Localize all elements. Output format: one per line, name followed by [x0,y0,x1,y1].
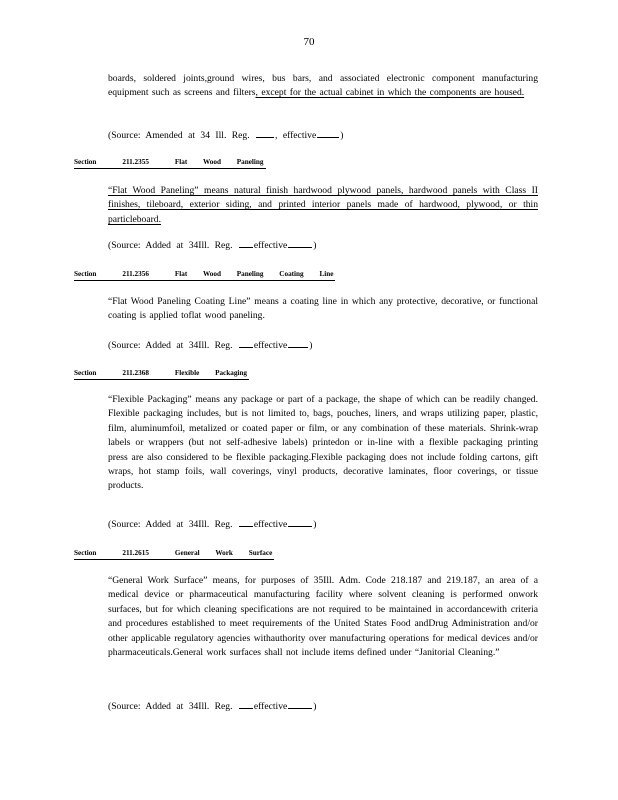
source-note-211-2355: (Source: Added at 34Ill. Reg. effective ) [108,240,317,251]
page-number: 70 [303,36,315,48]
blank-line [239,338,253,348]
intro-source-note: (Source: Amended at 34 Ill. Reg. , effective ) [108,130,344,141]
definition-flat-wood-paneling: “Flat Wood Paneling” means natural finish hardwood plywood panels, hardwood panels with Class II finishes, tileboard, exterior siding, and printed interior panels made of hardwood, plywood, or thin particleboard. [108,185,538,225]
intro-text: boards, soldered joints,ground wires, bus bars, and associated electronic component manufacturing equipment such as screens and filters [108,73,538,99]
blank-line [288,699,312,709]
blank-line [239,517,253,527]
definition-flat-wood-paneling-coating-line: “Flat Wood Paneling Coating Line” means a coating line in which any protective, decorative, or functional coating is applied toflat wood paneling. [108,296,538,322]
blank-line [239,238,253,248]
source-note-211-2368: (Source: Added at 34Ill. Reg. effective ) [108,519,317,530]
intro-end: . [521,87,525,99]
blank-line [288,517,312,527]
source-note-211-2615: (Source: Added at 34Ill. Reg. effective ) [108,701,317,712]
definition-flexible-packaging: “Flexible Packaging” means any package or part of a package, the shape of which can be readily changed. Flexible packaging includes, but is not limited to, bags, pouches, liners, and wraps utilizing paper, plastic, film, aluminumfoil, metalized or coated paper or film, or any combination of these materials. Shrink-wrap labels or wrappers (but not self-adhesive labels) printedon or in-line with a flexible packaging printing press are also considered to be flexible packaging.Flexible packaging does not include folding cartons, gift wraps, hot stamp foils, wall coverings, vinyl products, decorative laminates, floor coverings, or tissue products. [108,394,538,492]
section-heading-211-2355: Section 211.2355 Flat Wood Paneling [74,156,266,169]
section-heading-211-2615: Section 211.2615 General Work Surface [74,547,274,560]
blank-line [317,128,339,138]
section-heading-211-2356: Section 211.2356 Flat Wood Paneling Coating Line [74,268,335,281]
blank-line [256,128,274,138]
intro-underlined-text: , except for the actual cabinet in which the components are housed [255,87,522,99]
definition-general-work-surface: “General Work Surface” means, for purposes of 35Ill. Adm. Code 218.187 and 219.187, an area of a medical device or pharmaceutical manufacturing facility where solvent cleaning is performed onwork surfaces, but for which cleaning specifications are not required to be maintained in accordancewith criteria and procedures established to meet requirements of the United States Food andDrug Administration and/or other applicable regulatory agencies withauthority over manufacturing operations for medical devices and/or pharmaceuticals.General work surfaces shall not include items defined under “Janitorial Cleaning.” [108,575,538,659]
blank-line [288,238,312,248]
section-heading-211-2368: Section 211.2368 Flexible Packaging [74,367,249,380]
source-note-211-2356: (Source: Added at 34Ill. Reg. effective ) [108,340,313,351]
blank-line [288,338,308,348]
blank-line [239,699,253,709]
intro-paragraph [108,72,538,101]
